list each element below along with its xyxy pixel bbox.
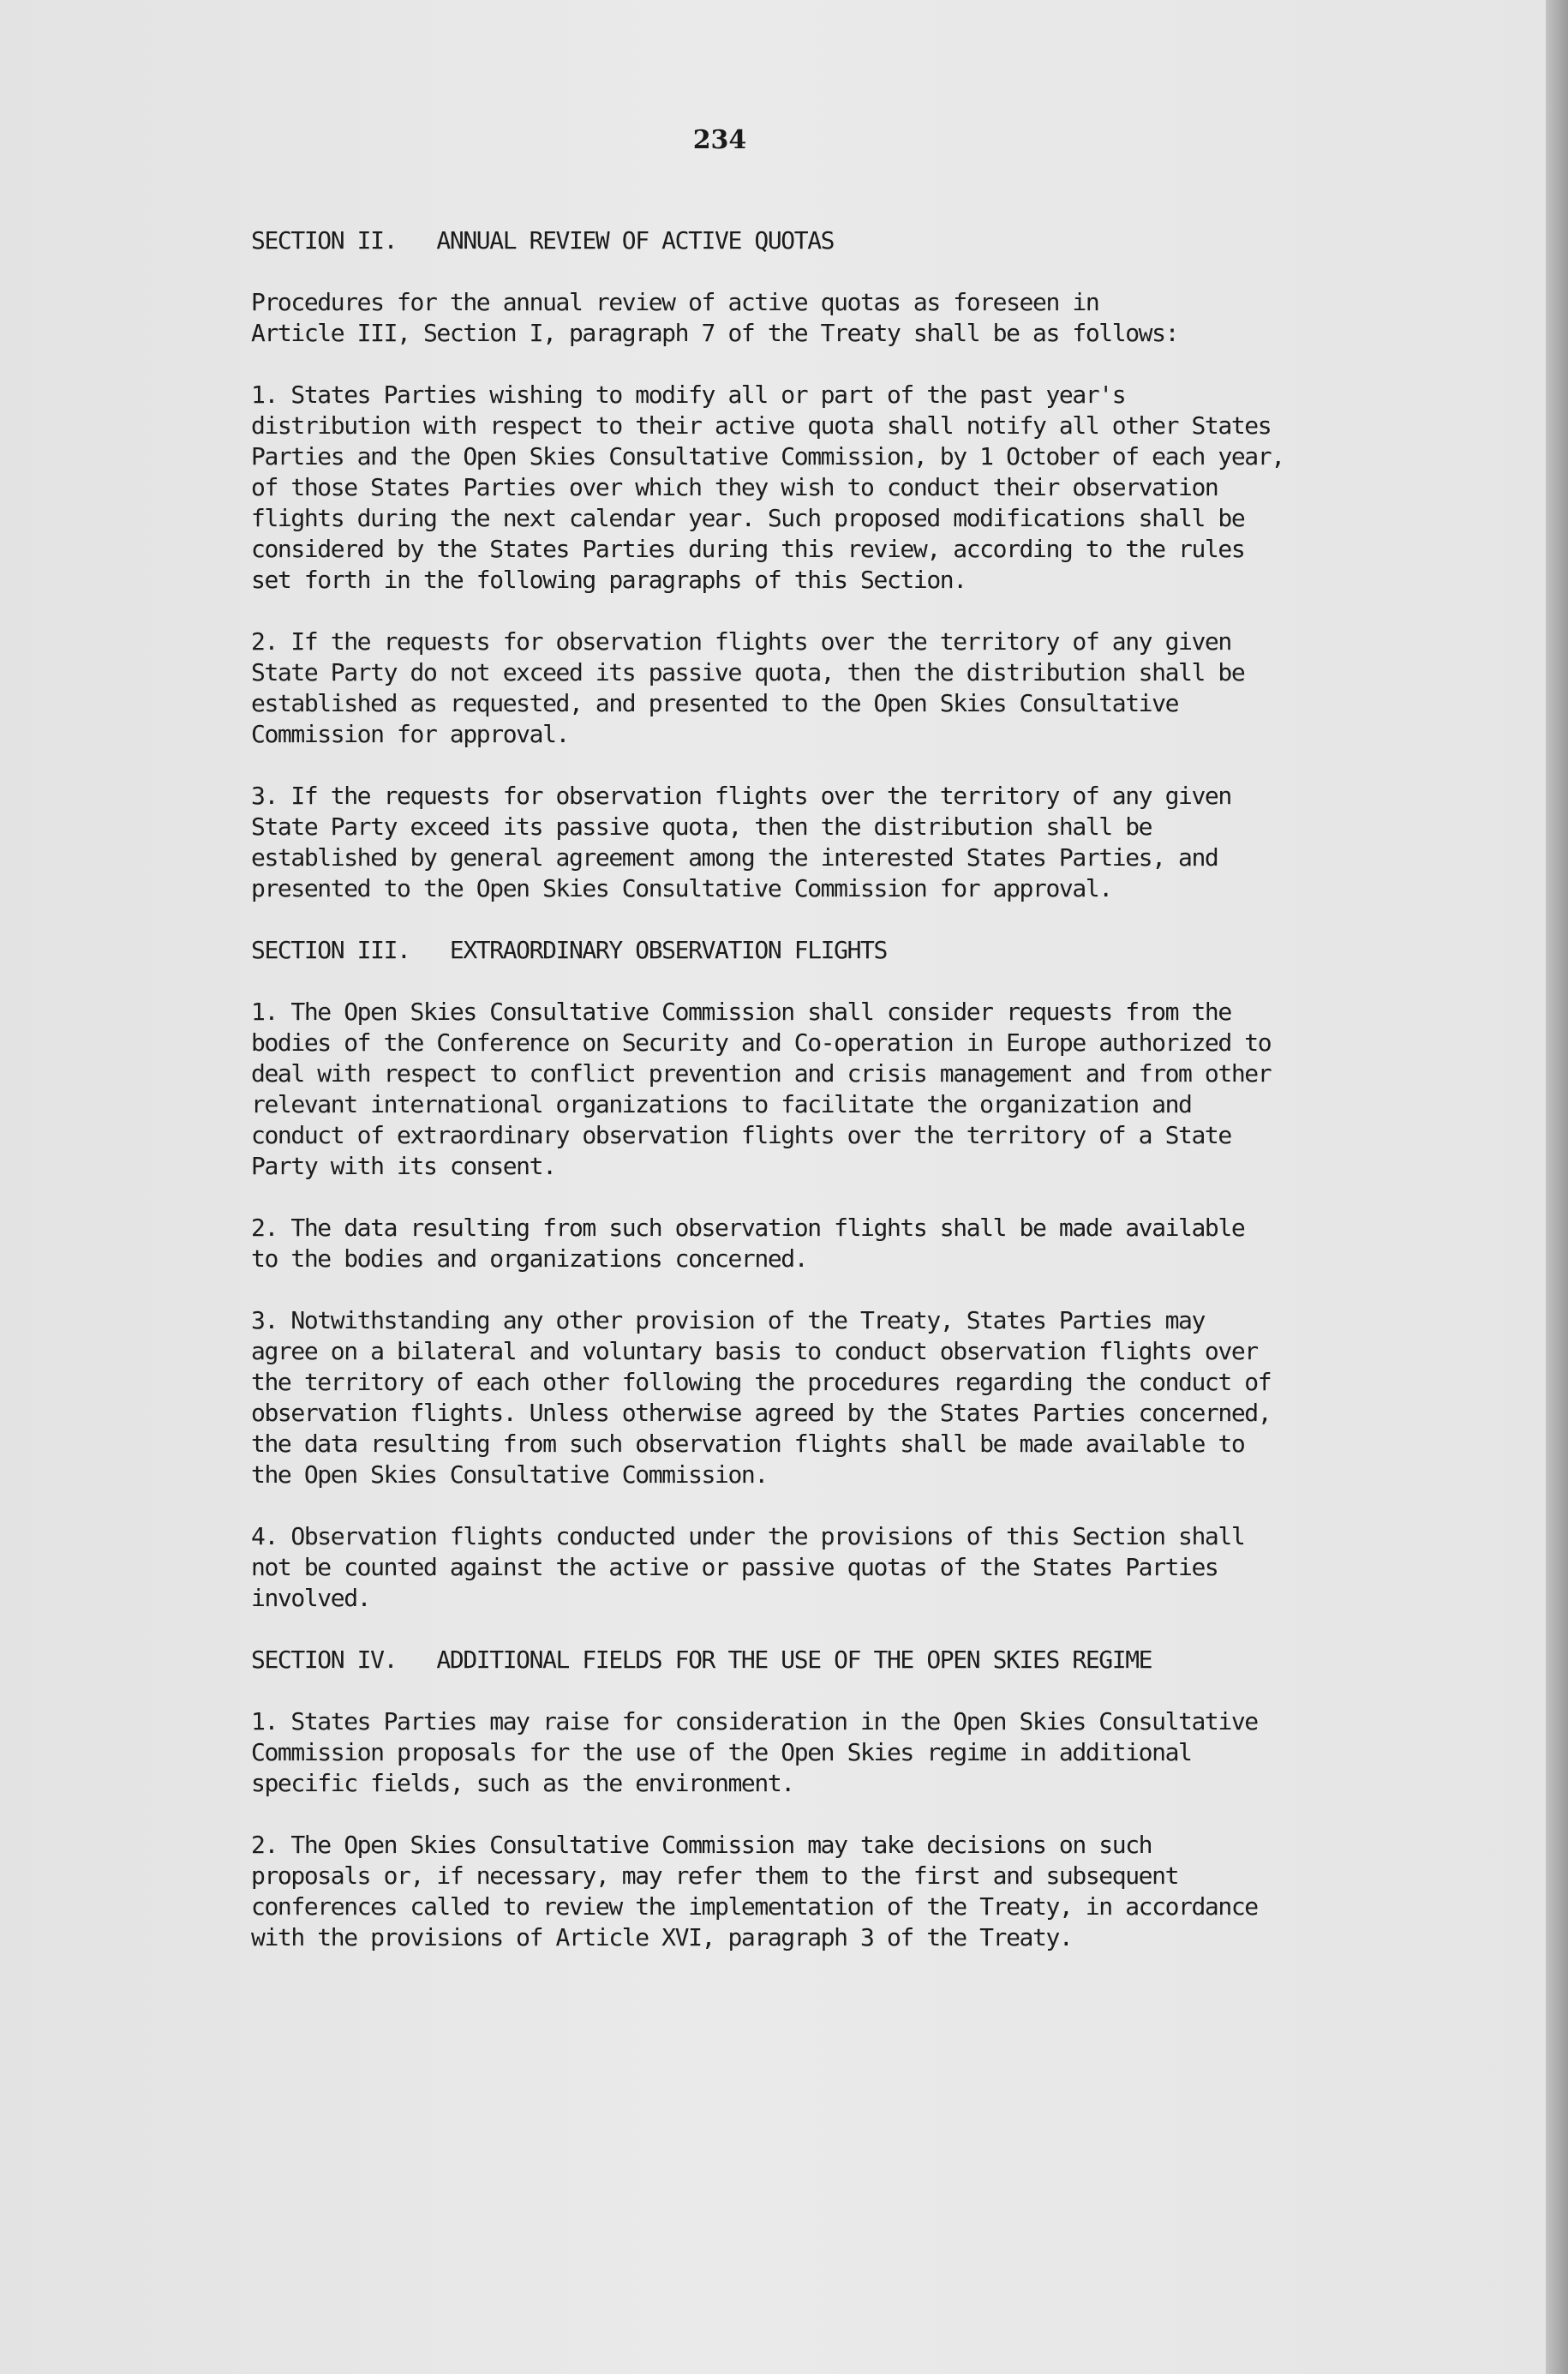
paragraph: 2. The data resulting from such observation flights shall be made available to the bodies and organizations concerned. bbox=[251, 1214, 1245, 1273]
section-heading: SECTION IV. ADDITIONAL FIELDS FOR THE USE OF THE OPEN SKIES REGIME bbox=[251, 1646, 1152, 1674]
section-heading: SECTION III. EXTRAORDINARY OBSERVATION FLIGHTS bbox=[251, 936, 887, 964]
paragraph: 1. States Parties wishing to modify all or part of the past year's distribution with respect to their active quota shall notify all other States Parties and the Open Skies Consultative Commission, by 1 October of each year, of those States Parties over which they wish to conduct their observation flights during the next calendar year. Such proposed modifications shall be considered by the States Parties during this review, according to the rules set forth in the following paragraphs of this Section. bbox=[251, 381, 1284, 594]
paragraph: Procedures for the annual review of active quotas as foreseen in Article III, Section I, paragraph 7 of the Treaty shall be as follows: bbox=[251, 288, 1179, 347]
document-body bbox=[251, 225, 1442, 1984]
paragraph: 1. The Open Skies Consultative Commission shall consider requests from the bodies of the Conference on Security and Co-operation in Europe authorized to deal with respect to conflict prevention and crisis management and from other relevant international organizations to facilitate the organization and conduct of extraordinary observation flights over the territory of a State Party with its consent. bbox=[251, 998, 1272, 1180]
section-heading: SECTION II. ANNUAL REVIEW OF ACTIVE QUOTAS bbox=[251, 226, 835, 255]
page-edge-shadow bbox=[1546, 0, 1568, 2374]
paragraph: 3. If the requests for observation flights over the territory of any given State Party exceed its passive quota, then the distribution shall be established by general agreement among the interested States Parties, and presented to the Open Skies Consultative Commission for approval. bbox=[251, 782, 1231, 902]
paragraph: 1. States Parties may raise for consideration in the Open Skies Consultative Commission proposals for the use of the Open Skies regime in additional specific fields, such as the environment. bbox=[251, 1707, 1258, 1797]
paragraph: 2. The Open Skies Consultative Commission may take decisions on such proposals or, if necessary, may refer them to the first and subsequent conferences called to review the implementation of the Treaty, in accordance with the provisions of Article XVI, paragraph 3 of the Treaty. bbox=[251, 1831, 1258, 1951]
page-number: 234 bbox=[692, 125, 747, 155]
paragraph: 2. If the requests for observation flights over the territory of any given State Party do not exceed its passive quota, then the distribution shall be established as requested, and presented to the Open Skies Consultative Commission for approval. bbox=[251, 627, 1245, 748]
paragraph: 3. Notwithstanding any other provision of the Treaty, States Parties may agree on a bilateral and voluntary basis to conduct observation flights over the territory of each other following the procedures regarding the conduct of observation flights. Unless otherwise agreed by the States Parties concerned, the data resulting from such observation flights shall be made available to the Open Skies Consultative Commission. bbox=[251, 1306, 1272, 1489]
paragraph: 4. Observation flights conducted under the provisions of this Section shall not be counted against the active or passive quotas of the States Parties involved. bbox=[251, 1522, 1245, 1612]
